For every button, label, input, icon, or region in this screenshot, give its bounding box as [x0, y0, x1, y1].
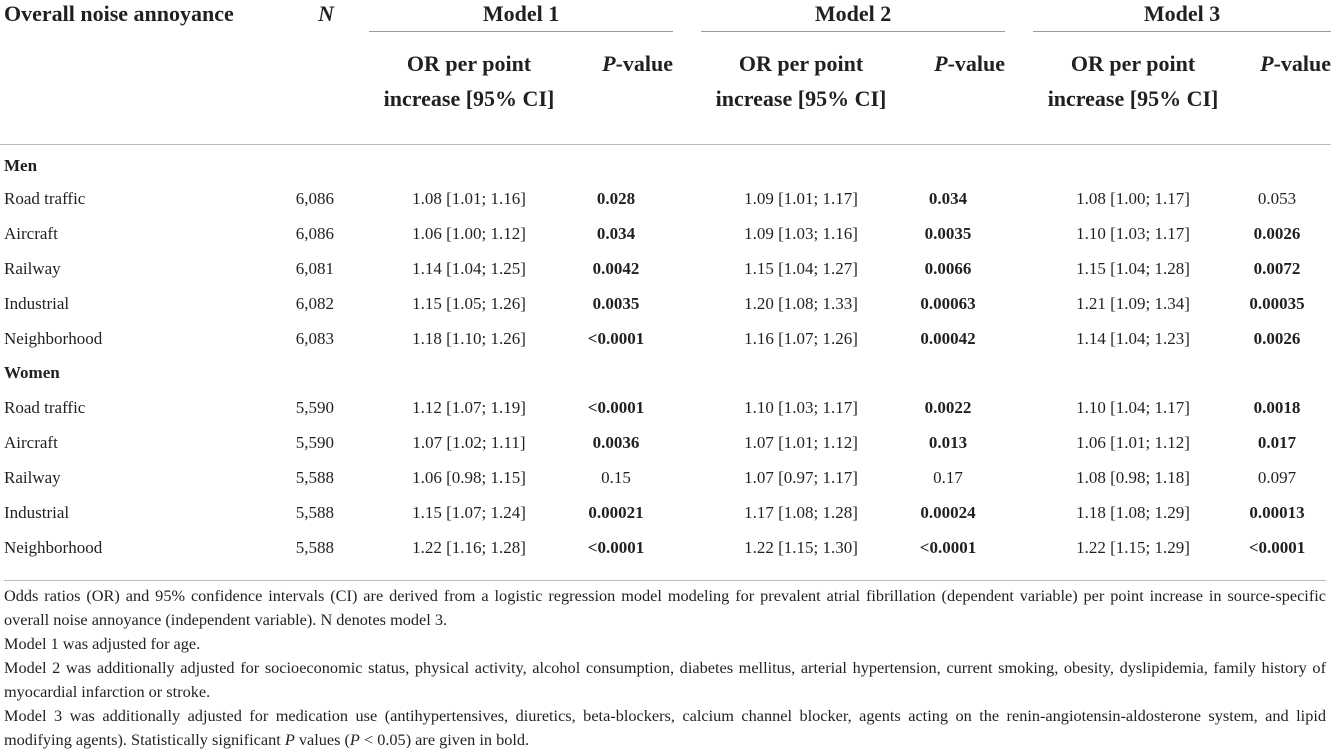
n-cell: 5,590 [295, 432, 334, 452]
model-1-or-cell: 1.18 [1.10; 1.26] [412, 328, 526, 348]
model-1-header: Model 1 [482, 1, 560, 26]
model-2-or-cell: 1.16 [1.07; 1.26] [744, 328, 858, 348]
model-2-or-cell: 1.09 [1.01; 1.17] [744, 188, 858, 208]
model-2-p-cell: 0.17 [933, 467, 963, 487]
n-cell: 5,590 [295, 397, 334, 417]
table-row [0, 216, 1331, 251]
table-row [0, 530, 1331, 565]
model-3-or-cell: 1.10 [1.03; 1.17] [1076, 223, 1190, 243]
n-cell: 6,083 [295, 328, 334, 348]
model-2-header: Model 2 [814, 1, 892, 26]
p-header-model-3: P-value [1233, 32, 1331, 145]
model-3-header: Model 3 [1143, 1, 1221, 26]
model-3-p-cell: 0.00035 [1249, 293, 1305, 313]
model-2-or-cell: 1.20 [1.08; 1.33] [744, 293, 858, 313]
model-1-p-cell: 0.0036 [592, 432, 640, 452]
footnote-4: Model 3 was additionally adjusted for medication use (antihypertensives, diuretics, beta-blockers, calcium channel blocker, agents acting on the renin-angiotensin-aldosterone system, and lipid modifying agents). Statistically significant P values (P < 0.05) are given in bold. [4, 706, 1326, 749]
model-2-p-cell: <0.0001 [919, 537, 977, 557]
model-2-or-cell: 1.17 [1.08; 1.28] [744, 502, 858, 522]
model-3-p-cell: 0.0072 [1253, 258, 1301, 278]
table-row [0, 460, 1331, 495]
model-2-p-cell: 0.034 [928, 188, 968, 208]
table-row [0, 321, 1331, 356]
p-header-model-2: P-value [901, 32, 1005, 145]
source-cell: Aircraft [4, 223, 58, 243]
model-2-p-cell: 0.00063 [920, 293, 976, 313]
model-1-or-cell: 1.07 [1.02; 1.11] [412, 432, 526, 452]
footnote-2: Model 1 was adjusted for age. [4, 634, 201, 653]
or-header-model-2: OR per point increase [95% CI] [701, 32, 901, 145]
source-cell: Railway [4, 258, 61, 278]
n-cell: 5,588 [295, 502, 334, 522]
model-1-p-cell: 0.028 [596, 188, 636, 208]
model-2-p-cell: 0.0035 [924, 223, 972, 243]
model-3-or-cell: 1.21 [1.09; 1.34] [1076, 293, 1190, 313]
table-row [0, 251, 1331, 286]
model-3-p-cell: <0.0001 [1248, 537, 1306, 557]
model-3-p-cell: 0.0026 [1253, 223, 1301, 243]
table-row [0, 390, 1331, 425]
model-1-p-cell: 0.00021 [588, 502, 644, 522]
table-row [0, 495, 1331, 530]
or-header-model-3: OR per point increase [95% CI] [1033, 32, 1233, 145]
model-3-or-cell: 1.14 [1.04; 1.23] [1076, 328, 1190, 348]
group-row [0, 145, 1331, 182]
model-2-p-cell: 0.00024 [920, 502, 976, 522]
source-cell: Aircraft [4, 432, 58, 452]
model-3-or-cell: 1.15 [1.04; 1.28] [1076, 258, 1190, 278]
model-1-p-cell: <0.0001 [587, 537, 645, 557]
column-header-source: Overall noise annoyance [4, 1, 234, 26]
model-3-p-cell: 0.053 [1257, 188, 1297, 208]
model-2-or-cell: 1.07 [0.97; 1.17] [744, 467, 858, 487]
model-1-or-cell: 1.15 [1.05; 1.26] [412, 293, 526, 313]
model-1-or-cell: 1.06 [0.98; 1.15] [412, 467, 526, 487]
n-cell: 6,081 [295, 258, 334, 278]
model-1-p-cell: <0.0001 [587, 397, 645, 417]
model-1-or-cell: 1.06 [1.00; 1.12] [412, 223, 526, 243]
model-1-p-cell: 0.034 [596, 223, 636, 243]
model-2-p-cell: 0.0022 [924, 397, 972, 417]
footnote-1: Odds ratios (OR) and 95% confidence intervals (CI) are derived from a logistic regression model modeling for prevalent atrial fibrillation (dependent variable) per point increase in source-specific overall noise annoyance (independent variable). N denotes model 3. [4, 586, 1326, 629]
source-cell: Railway [4, 467, 61, 487]
source-cell: Industrial [4, 293, 70, 313]
model-2-or-cell: 1.07 [1.01; 1.12] [744, 432, 858, 452]
footnote-3: Model 2 was additionally adjusted for socioeconomic status, physical activity, alcohol consumption, diabetes mellitus, arterial hypertension, current smoking, obesity, dyslipidemia, family history of myocardial infarction or stroke. [4, 658, 1326, 701]
p-header-model-1: P-value [569, 32, 673, 145]
model-1-p-cell: 0.0035 [592, 293, 640, 313]
n-cell: 5,588 [295, 467, 334, 487]
group-label: Women [4, 363, 60, 382]
model-3-or-cell: 1.08 [0.98; 1.18] [1076, 467, 1190, 487]
table-row [0, 425, 1331, 460]
model-3-p-cell: 0.017 [1257, 432, 1297, 452]
table-footnotes [4, 580, 1326, 752]
model-2-or-cell: 1.09 [1.03; 1.16] [744, 223, 858, 243]
model-1-p-cell: 0.15 [601, 467, 631, 487]
model-3-p-cell: 0.0018 [1253, 397, 1301, 417]
table-body [0, 145, 1331, 566]
model-2-or-cell: 1.15 [1.04; 1.27] [744, 258, 858, 278]
model-3-or-cell: 1.06 [1.01; 1.12] [1076, 432, 1190, 452]
model-2-p-cell: 0.013 [928, 432, 968, 452]
n-cell: 6,086 [295, 188, 334, 208]
model-2-p-cell: 0.0066 [924, 258, 972, 278]
model-3-or-cell: 1.18 [1.08; 1.29] [1076, 502, 1190, 522]
source-cell: Road traffic [4, 188, 86, 208]
model-3-p-cell: 0.0026 [1253, 328, 1301, 348]
n-cell: 5,588 [295, 537, 334, 557]
model-1-p-cell: <0.0001 [587, 328, 645, 348]
table-row [0, 181, 1331, 216]
model-1-or-cell: 1.08 [1.01; 1.16] [412, 188, 526, 208]
source-cell: Road traffic [4, 397, 86, 417]
model-2-or-cell: 1.10 [1.03; 1.17] [744, 397, 858, 417]
n-cell: 6,082 [295, 293, 334, 313]
model-1-p-cell: 0.0042 [592, 258, 640, 278]
model-2-or-cell: 1.22 [1.15; 1.30] [744, 537, 858, 557]
source-cell: Industrial [4, 502, 70, 522]
model-1-or-cell: 1.14 [1.04; 1.25] [412, 258, 526, 278]
model-3-or-cell: 1.10 [1.04; 1.17] [1076, 397, 1190, 417]
model-3-p-cell: 0.097 [1257, 467, 1297, 487]
n-cell: 6,086 [295, 223, 334, 243]
source-cell: Neighborhood [4, 537, 103, 557]
model-1-or-cell: 1.12 [1.07; 1.19] [412, 397, 526, 417]
model-2-p-cell: 0.00042 [920, 328, 976, 348]
model-1-or-cell: 1.15 [1.07; 1.24] [412, 502, 526, 522]
or-header-model-1: OR per point increase [95% CI] [369, 32, 569, 145]
group-row [0, 356, 1331, 390]
model-3-or-cell: 1.22 [1.15; 1.29] [1076, 537, 1190, 557]
source-cell: Neighborhood [4, 328, 103, 348]
group-label: Men [4, 156, 38, 175]
model-3-or-cell: 1.08 [1.00; 1.17] [1076, 188, 1190, 208]
model-3-p-cell: 0.00013 [1249, 502, 1305, 522]
column-header-n: N [318, 1, 334, 26]
model-1-or-cell: 1.22 [1.16; 1.28] [412, 537, 526, 557]
table-row [0, 286, 1331, 321]
